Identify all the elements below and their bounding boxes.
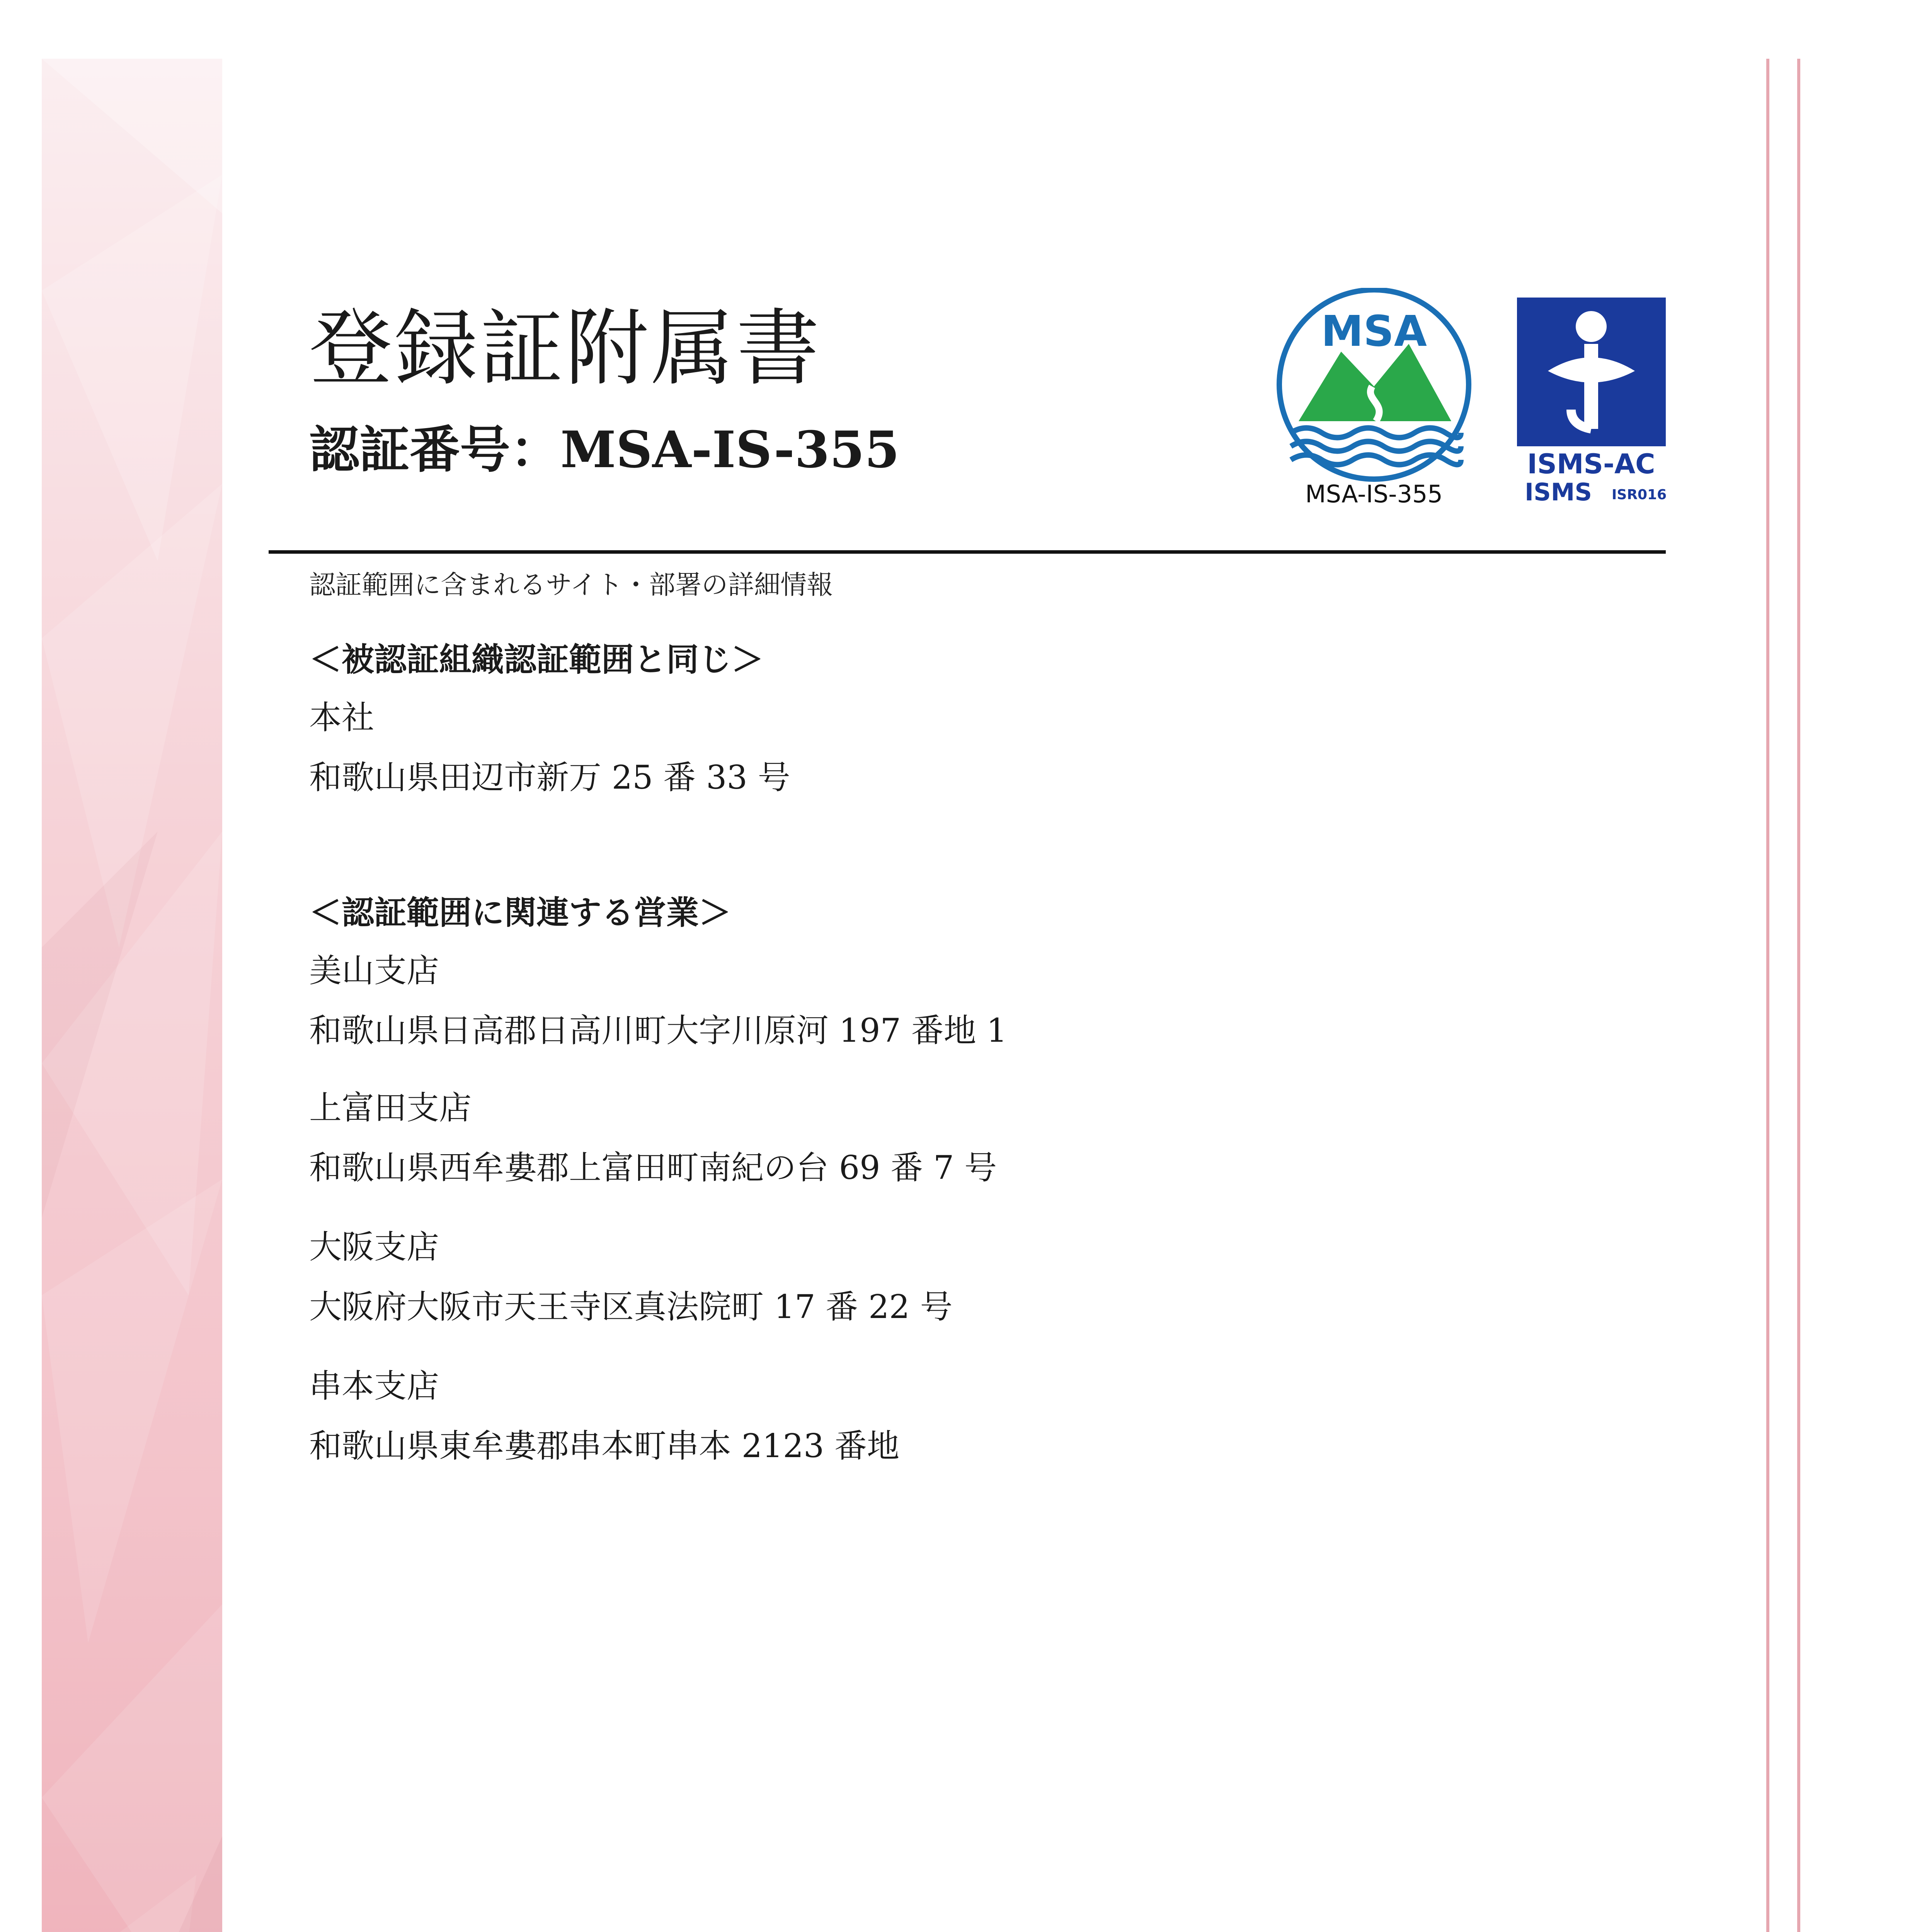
- site-name: 本社: [309, 699, 375, 736]
- section-heading: ＜認証範囲に関連する営業＞: [309, 894, 732, 932]
- site-address: 大阪府大阪市天王寺区真法院町 17 番 22 号: [309, 1288, 953, 1326]
- section-subheading: 認証範囲に含まれるサイト・部署の詳細情報: [309, 570, 833, 600]
- decorative-side-band: [42, 59, 222, 1932]
- site-name: 美山支店: [309, 952, 439, 990]
- right-rule-inner: [1766, 59, 1769, 1932]
- site-name: 上富田支店: [309, 1089, 472, 1127]
- msa-logo-caption: MSA-IS-355: [1305, 480, 1443, 508]
- isms-ac-logo: [1517, 298, 1666, 506]
- site-address: 和歌山県東牟婁郡串本町串本 2123 番地: [309, 1427, 900, 1465]
- isms-code: ISR016: [1612, 487, 1666, 503]
- site-address: 和歌山県田辺市新万 25 番 33 号: [309, 759, 790, 796]
- msa-logo: [1275, 288, 1473, 512]
- site-name: 大阪支店: [309, 1228, 439, 1266]
- title-divider: [269, 550, 1666, 554]
- document-title: 登録証附属書: [309, 300, 822, 397]
- right-rule-outer: [1797, 59, 1800, 1932]
- certificate-number: 認証番号：MSA-IS-355: [309, 420, 900, 479]
- band-pattern: [42, 59, 222, 1932]
- site-name: 串本支店: [309, 1367, 439, 1405]
- site-address: 和歌山県西牟婁郡上富田町南紀の台 69 番 7 号: [309, 1149, 997, 1187]
- section-heading: ＜被認証組織認証範囲と同じ＞: [309, 641, 764, 679]
- isms-text: ISMS: [1525, 478, 1592, 506]
- isms-ac-text: ISMS-AC: [1527, 448, 1655, 480]
- msa-logo-text: MSA: [1321, 306, 1427, 356]
- site-address: 和歌山県日高郡日高川町大字川原河 197 番地 1: [309, 1012, 1007, 1049]
